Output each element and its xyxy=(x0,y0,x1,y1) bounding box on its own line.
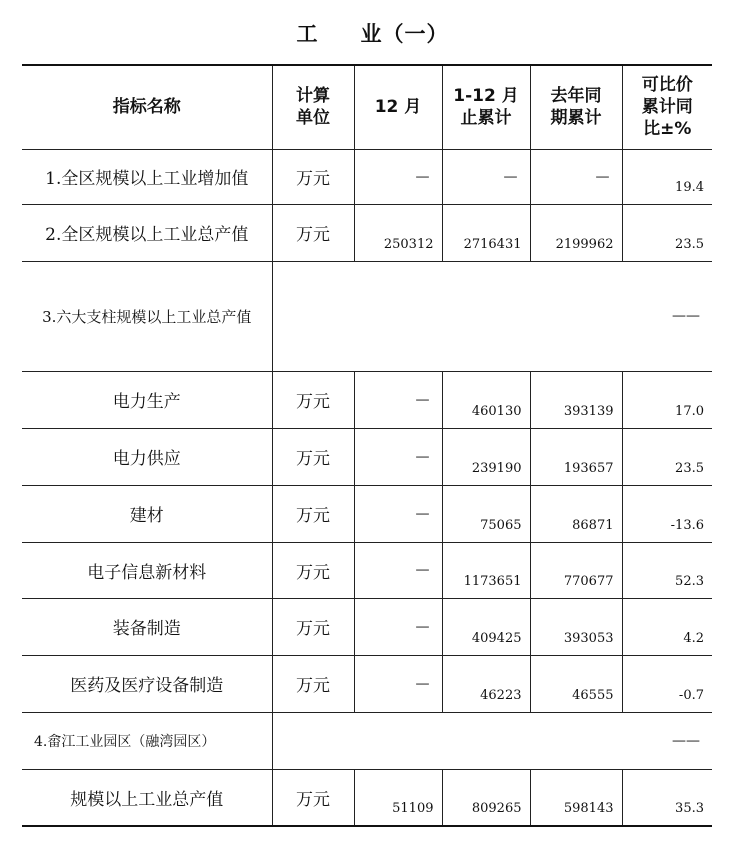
row-name: 电力供应 xyxy=(22,428,272,485)
page-title: 工 业（一） xyxy=(296,21,449,46)
row-prev-year: — xyxy=(530,149,622,204)
header-cumulative: 1-12 月 止累计 xyxy=(442,65,530,149)
row-growth: 23.5 xyxy=(622,428,712,485)
row-growth: 23.5 xyxy=(622,204,712,261)
row-name: 4.畲江工业园区（融湾园区） xyxy=(22,712,272,769)
row-cumulative: 75065 xyxy=(442,485,530,542)
row-cumulative: 46223 xyxy=(442,655,530,712)
table-row xyxy=(22,428,712,485)
row-prev-year: 2199962 xyxy=(530,204,622,261)
table-row xyxy=(22,542,712,598)
row-unit: 万元 xyxy=(272,428,354,485)
row-prev-year: 393053 xyxy=(530,598,622,655)
row-month: — xyxy=(354,655,442,712)
row-growth: —— xyxy=(622,261,712,371)
table-row xyxy=(22,485,712,542)
table-row xyxy=(22,261,712,371)
row-growth: —— xyxy=(622,712,712,769)
row-month: — xyxy=(354,149,442,204)
row-prev-year: 598143 xyxy=(530,769,622,826)
row-name: 装备制造 xyxy=(22,598,272,655)
row-unit: 万元 xyxy=(272,542,354,598)
row-month: — xyxy=(354,485,442,542)
row-prev-year: 193657 xyxy=(530,428,622,485)
row-name: 电力生产 xyxy=(22,371,272,428)
table-row xyxy=(22,769,712,826)
row-prev-year: 86871 xyxy=(530,485,622,542)
row-growth: 17.0 xyxy=(622,371,712,428)
row-cumulative: 409425 xyxy=(442,598,530,655)
table-row xyxy=(22,371,712,428)
header-growth: 可比价 累计同 比±% xyxy=(622,65,712,149)
row-prev-year: 770677 xyxy=(530,542,622,598)
row-name: 建材 xyxy=(22,485,272,542)
row-month: 250312 xyxy=(354,204,442,261)
header-name: 指标名称 xyxy=(22,65,272,149)
row-name: 2.全区规模以上工业总产值 xyxy=(22,204,272,261)
row-month: 51109 xyxy=(354,769,442,826)
row-unit: 万元 xyxy=(272,371,354,428)
row-growth: 52.3 xyxy=(622,542,712,598)
table-row xyxy=(22,655,712,712)
row-month: — xyxy=(354,428,442,485)
row-growth: -13.6 xyxy=(622,485,712,542)
header-prev-year: 去年同 期累计 xyxy=(530,65,622,149)
row-growth: 19.4 xyxy=(622,149,712,204)
table-row xyxy=(22,598,712,655)
header-month: 12 月 xyxy=(354,65,442,149)
row-unit: 万元 xyxy=(272,769,354,826)
row-cumulative: 460130 xyxy=(442,371,530,428)
row-growth: 4.2 xyxy=(622,598,712,655)
row-cumulative: 809265 xyxy=(442,769,530,826)
row-prev-year: 46555 xyxy=(530,655,622,712)
row-name: 3.六大支柱规模以上工业总产值 xyxy=(22,261,272,371)
row-unit: 万元 xyxy=(272,655,354,712)
row-unit: 万元 xyxy=(272,598,354,655)
row-unit: 万元 xyxy=(272,149,354,204)
row-name: 电子信息新材料 xyxy=(22,542,272,598)
row-empty-span xyxy=(272,261,622,371)
row-unit: 万元 xyxy=(272,204,354,261)
table-row xyxy=(22,712,712,769)
row-month: — xyxy=(354,542,442,598)
table-row xyxy=(22,204,712,261)
row-prev-year: 393139 xyxy=(530,371,622,428)
row-growth: 35.3 xyxy=(622,769,712,826)
industry-table xyxy=(22,64,712,827)
row-cumulative: — xyxy=(442,149,530,204)
row-month: — xyxy=(354,371,442,428)
row-name: 医药及医疗设备制造 xyxy=(22,655,272,712)
row-cumulative: 2716431 xyxy=(442,204,530,261)
row-unit: 万元 xyxy=(272,485,354,542)
header-row xyxy=(22,65,712,149)
row-empty-span xyxy=(272,712,622,769)
row-name: 1.全区规模以上工业增加值 xyxy=(22,149,272,204)
row-cumulative: 1173651 xyxy=(442,542,530,598)
table-row xyxy=(22,149,712,204)
row-name: 规模以上工业总产值 xyxy=(22,769,272,826)
row-cumulative: 239190 xyxy=(442,428,530,485)
row-month: — xyxy=(354,598,442,655)
row-growth: -0.7 xyxy=(622,655,712,712)
header-unit: 计算 单位 xyxy=(272,65,354,149)
